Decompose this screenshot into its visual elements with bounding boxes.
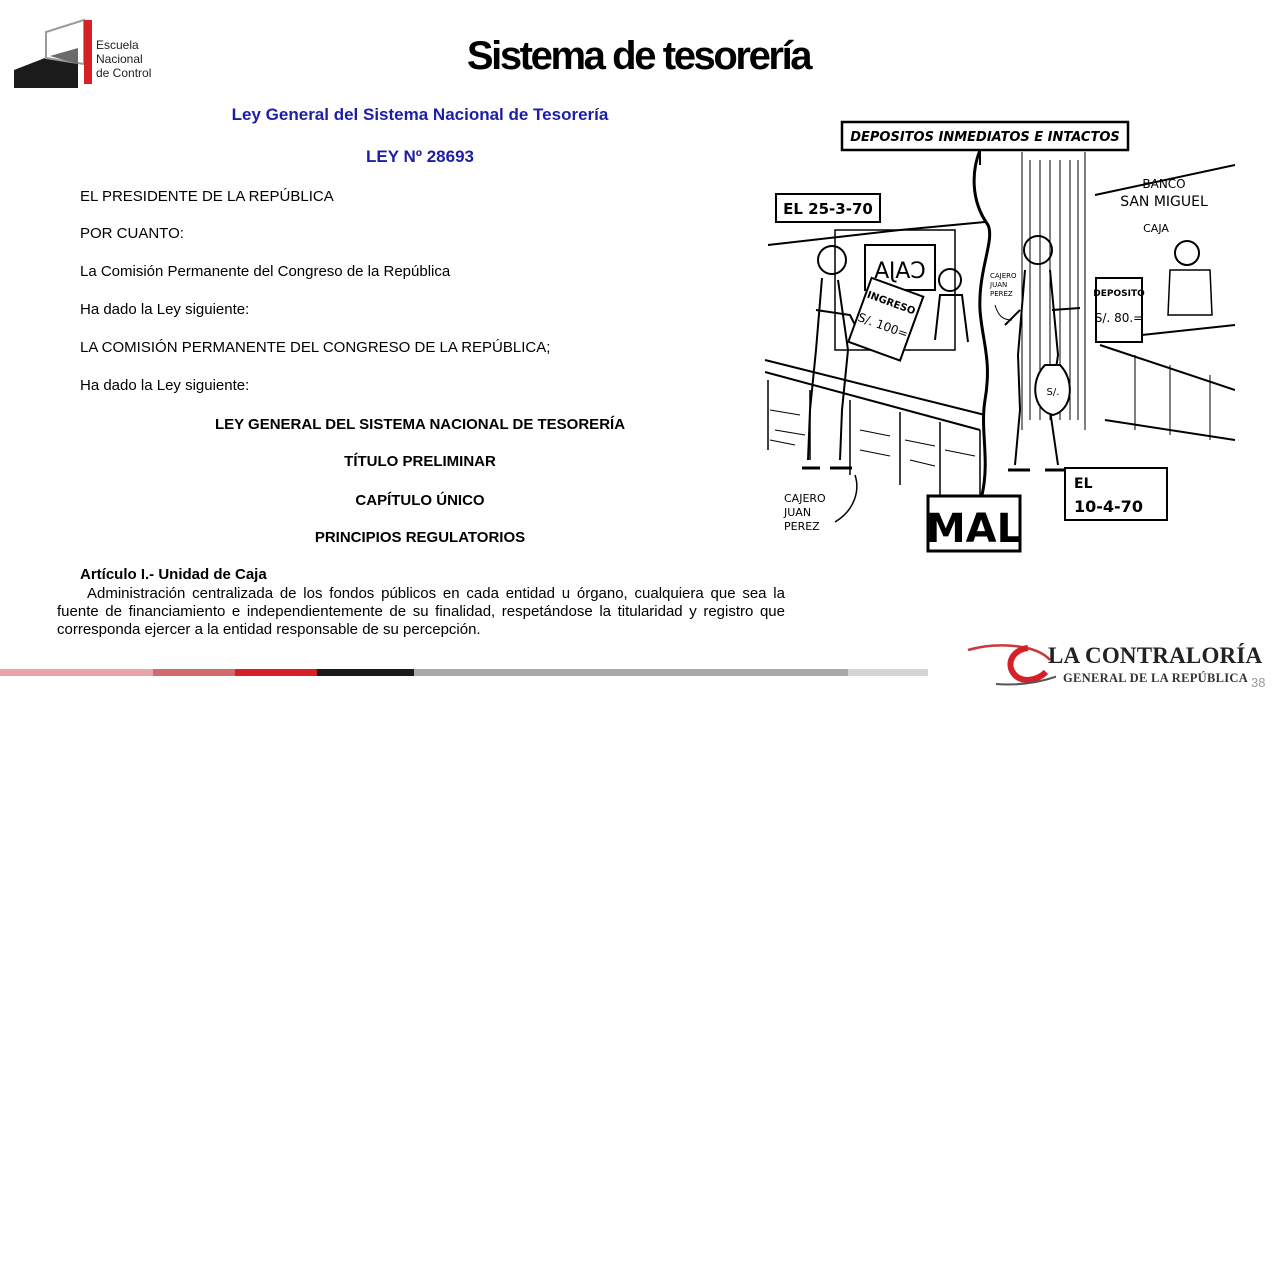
logo-line-3: de Control	[96, 66, 152, 80]
doc-line-2: POR CUANTO:	[80, 225, 184, 242]
cashier-small-label-3: PEREZ	[990, 290, 1013, 298]
stripe-segment-5	[414, 669, 848, 676]
slide-title: Sistema de tesorería	[466, 34, 811, 78]
logo-line-2: Nacional	[96, 52, 143, 66]
stripe-segment-3	[235, 669, 317, 676]
cashier-label-2: JUAN	[784, 506, 812, 519]
date-left-text: EL 25-3-70	[783, 200, 873, 218]
banner-text: DEPOSITOS INMEDIATOS E INTACTOS	[850, 130, 1120, 145]
document-title: Ley General del Sistema Nacional de Tesorería	[231, 105, 609, 124]
bank-name-1: BANCO	[1142, 177, 1186, 191]
cashier-label-3: PEREZ	[784, 520, 820, 533]
heading-chapter: CAPÍTULO ÚNICO	[355, 492, 485, 509]
stripe-segment-1	[0, 669, 153, 676]
law-number: LEY Nº 28693	[366, 147, 474, 166]
doc-line-4: Ha dado la Ley siguiente:	[80, 301, 250, 318]
bag-mark: S/.	[1046, 387, 1060, 398]
date-right-line-2: 10-4-70	[1074, 497, 1143, 516]
date-right-line-1: EL	[1074, 476, 1093, 492]
heading-title: TÍTULO PRELIMINAR	[344, 453, 496, 470]
heading-law-name: LEY GENERAL DEL SISTEMA NACIONAL DE TESORERÍA	[214, 416, 626, 433]
page-number: 38	[1251, 675, 1266, 690]
caja-right-text: CAJA	[1143, 222, 1169, 235]
contraloria-swoosh-icon	[966, 640, 1056, 690]
stripe-segment-4	[317, 669, 414, 676]
cashier-small-label-1: CAJERO	[990, 272, 1017, 280]
contraloria-subtitle: GENERAL DE LA REPÚBLICA	[1063, 671, 1249, 685]
cashier-small-label-2: JUAN	[990, 281, 1008, 289]
stripe-segment-6	[848, 669, 928, 676]
contraloria-name: LA CONTRALORÍA	[1048, 643, 1263, 668]
doc-line-5: LA COMISIÓN PERMANENTE DEL CONGRESO DE LA REPÚBLICA;	[80, 339, 551, 356]
logo-line-1: Escuela	[96, 38, 139, 52]
heading-principles: PRINCIPIOS REGULATORIOS	[314, 529, 526, 546]
cartoon-illustration	[740, 110, 1235, 565]
doc-line-6: Ha dado la Ley siguiente:	[80, 377, 250, 394]
cashier-label-1: CAJERO	[784, 492, 826, 505]
article-body: Administración centralizada de los fondos públicos en cada entidad u órgano, cualquiera que sea la fuente de financiamiento e independientemente de su finalidad, respetándose la titularidad y registro que corresponda ejercer a la entidad responsable de su percepción.	[57, 585, 785, 638]
ingreso-sign-label: INGRESO	[865, 289, 917, 318]
ingreso-sign-amount: S/. 100=	[856, 310, 910, 342]
doc-line-3: La Comisión Permanente del Congreso de la República	[80, 263, 451, 280]
deposito-sign-label: DEPOSITO	[1093, 289, 1145, 299]
deposito-sign-amount: S/. 80.=	[1094, 311, 1144, 325]
doc-line-1: EL PRESIDENTE DE LA REPÚBLICA	[80, 188, 334, 205]
bank-name-2: SAN MIGUEL	[1120, 194, 1208, 210]
caja-left-text: CAJA	[874, 259, 926, 284]
deposito-sign	[1096, 278, 1142, 342]
stripe-segment-2	[153, 669, 235, 676]
verdict-text: MAL	[925, 506, 1023, 552]
article-heading: Artículo I.- Unidad de Caja	[80, 566, 267, 583]
